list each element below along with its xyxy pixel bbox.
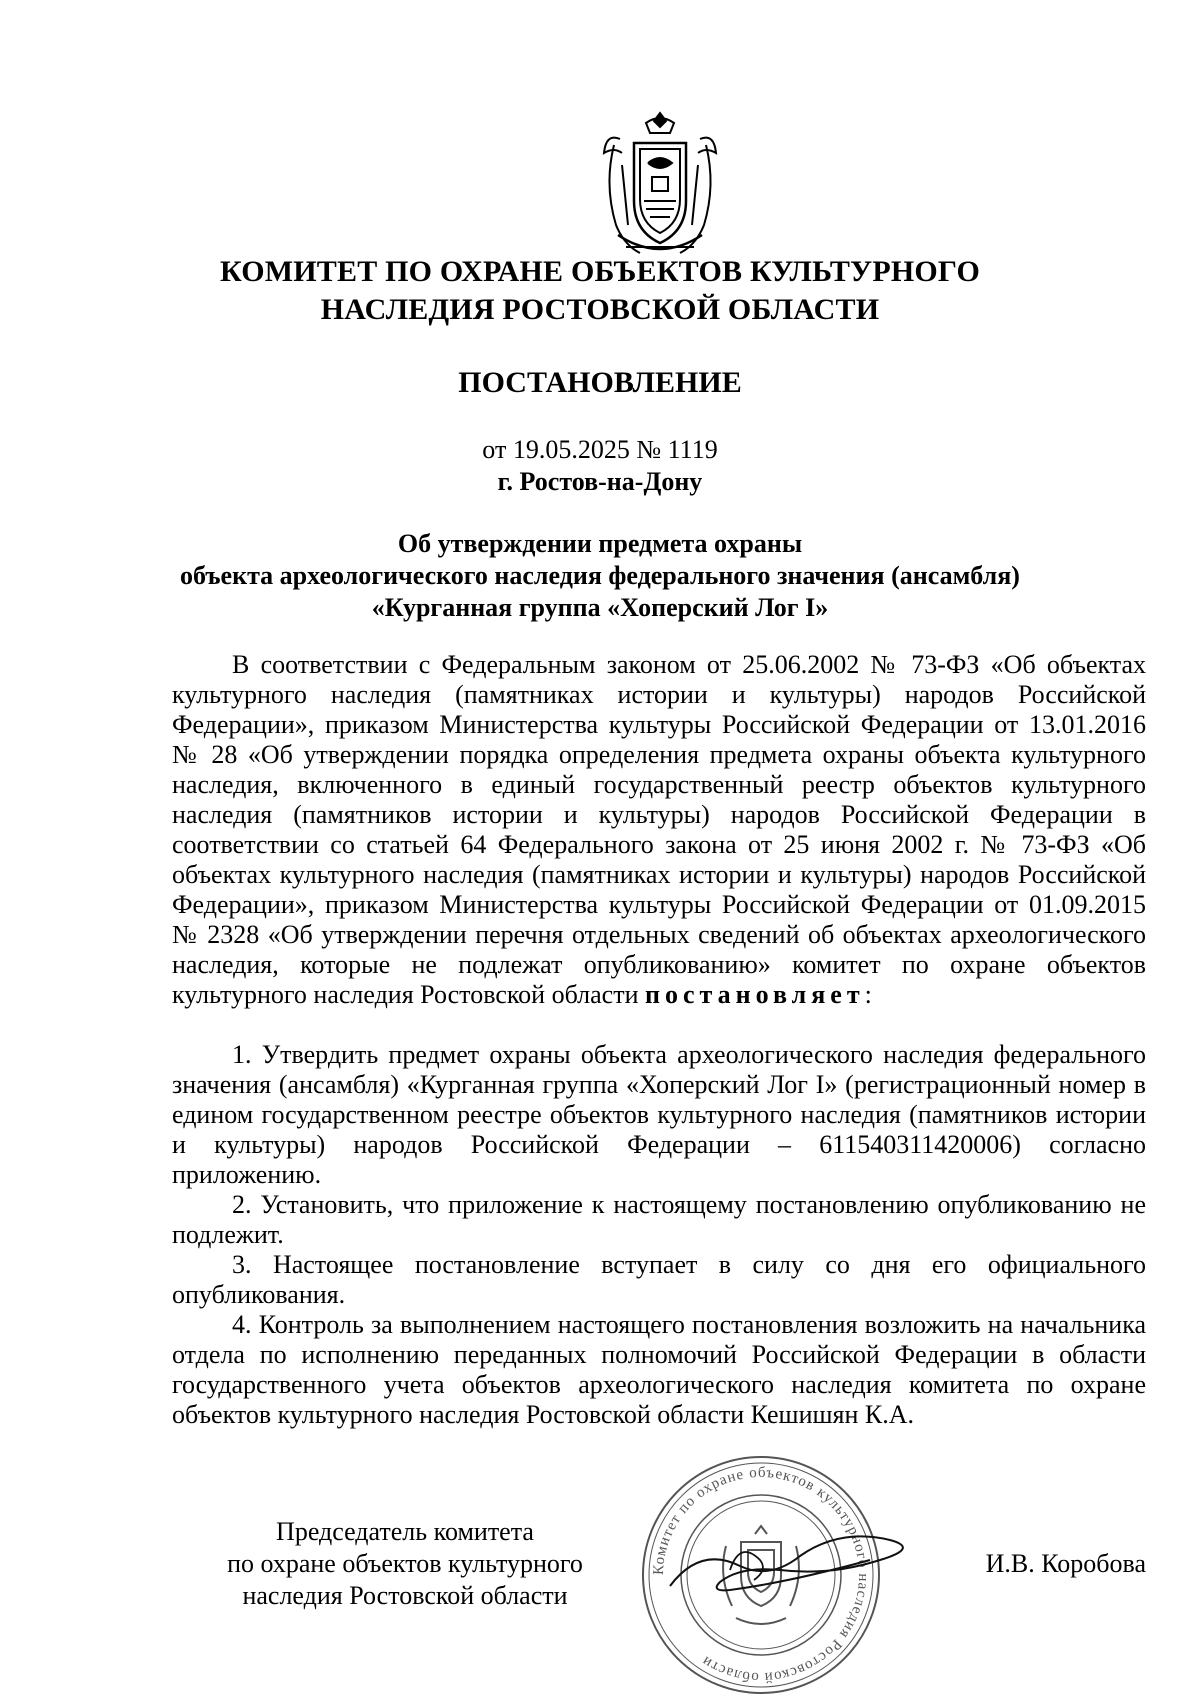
- document-city: г. Ростов-на-Дону: [497, 467, 703, 496]
- subject-line-1: Об утверждении предмета охраны: [397, 529, 803, 558]
- document-subject: [150, 528, 1050, 624]
- document-body: [172, 650, 1146, 1430]
- list-item: 1. Утвердить предмет охраны объекта археологического наследия федерального значения (ансамбля) «Курганная группа «Хоперский Лог I» (регистрационный номер в едином государственном реестре объектов культурного наследия (памятников истории и культуры) народов Российской Федерации – 611540311420006) согласно приложению.: [172, 1040, 1146, 1189]
- organization-title-line-1: КОМИТЕТ ПО ОХРАНЕ ОБЪЕКТОВ КУЛЬТУРНОГО: [220, 255, 980, 288]
- resolves-word: постановляет: [645, 980, 865, 1009]
- resolves-colon: :: [864, 980, 872, 1009]
- subject-line-3: «Курганная группа «Хоперский Лог I»: [371, 593, 829, 622]
- preamble-text: В соответствии с Федеральным законом от 25.06.2002 № 73-ФЗ «Об объектах культурного наследия (памятниках истории и культуры) народов Российской Федерации», приказом Министерства культуры Российской Федерации от 13.01.2016 № 28 «Об утверждении порядка определения предмета охраны объекта культурного наследия, включенного в единый государственный реестр объектов культурного наследия (памятников истории и культуры) народов Российской Федерации в соответствии со статьей 64 Федерального закона от 25 июня 2002 г. № 73-ФЗ «Об объектах культурного наследия (памятниках истории и культуры) народов Российской Федерации», приказом Министерства культуры Российской Федерации от 01.09.2015 № 2328 «Об утверждении перечня отдельных сведений об объектах археологического наследия, которые не подлежат опубликованию» комитет по охране объектов культурного наследия Ростовской области: [172, 650, 1146, 1009]
- organization-title: [150, 253, 1050, 329]
- list-item: 2. Установить, что приложение к настоящему постановлению опубликованию не подлежит.: [172, 1190, 1146, 1249]
- list-item: 3. Настоящее постановление вступает в силу со дня его официального опубликования.: [172, 1250, 1146, 1309]
- coat-of-arms-icon: [600, 105, 720, 265]
- signer-name: И.В. Коробова: [985, 1549, 1146, 1578]
- preamble-paragraph: [172, 650, 1146, 1010]
- document-type: ПОСТАНОВЛЕНИЕ: [458, 366, 742, 399]
- list-item: 4. Контроль за выполнением настоящего постановления возложить на начальника отдела по исполнению переданных полномочий Российской Федерации в области государственного учета объектов археологического наследия комитета по охране объектов культурного наследия Ростовской области Кешишян К.А.: [172, 1310, 1146, 1429]
- subject-line-2: объекта археологического наследия федерального значения (ансамбля): [180, 561, 1020, 590]
- seal-text: Комитет по охране объектов культурного наследия Ростовской области: [650, 1464, 872, 1686]
- signatory-title-line-3: наследия Ростовской области: [242, 1581, 568, 1610]
- signatory-title: [190, 1516, 620, 1612]
- signatory-title-line-2: по охране объектов культурного: [227, 1549, 583, 1578]
- document-date-number: от 19.05.2025 № 1119: [482, 435, 718, 464]
- organization-title-line-2: НАСЛЕДИЯ РОСТОВСКОЙ ОБЛАСТИ: [320, 293, 880, 326]
- signatory-title-line-1: Председатель комитета: [276, 1517, 534, 1546]
